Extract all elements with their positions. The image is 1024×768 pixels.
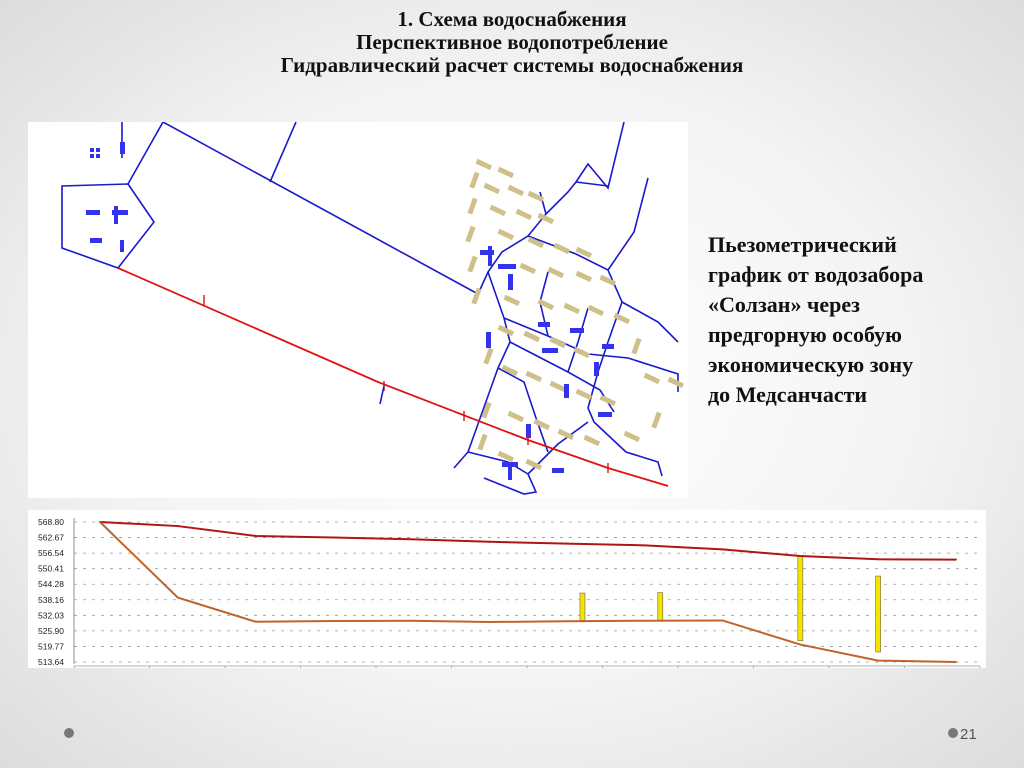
y-tick-label: 568.80 — [38, 517, 64, 527]
piezometric-chart — [28, 510, 986, 668]
water-pipe — [546, 122, 624, 214]
main-pipeline — [118, 268, 668, 486]
piezometric-point — [722, 549, 724, 551]
water-pipe — [163, 122, 478, 294]
y-tick-label: 544.28 — [38, 579, 64, 590]
pressure-bar — [658, 593, 663, 621]
description-line: экономическую зону — [708, 352, 914, 377]
slide-subtitle: Перспективное водопотребление — [356, 30, 668, 54]
water-pipe — [510, 342, 614, 412]
piezometric-description — [708, 230, 1000, 410]
ground-point — [877, 660, 879, 662]
y-tick-label: 532.03 — [38, 610, 64, 621]
piezometric-point — [644, 544, 646, 546]
left-bullet-dot — [64, 728, 74, 738]
ground-point — [644, 620, 646, 622]
right-bullet-dot — [948, 728, 958, 738]
piezometric-point — [955, 559, 957, 561]
page-number: 21 — [960, 726, 977, 743]
ground-point — [177, 597, 179, 599]
y-tick-label: 519.77 — [38, 641, 64, 652]
water-pipe — [594, 422, 662, 476]
piezometric-point — [333, 537, 335, 539]
piezometric-point — [799, 555, 801, 557]
ground-point — [333, 620, 335, 622]
piezometric-point — [410, 538, 412, 540]
y-tick-label: 525.90 — [38, 625, 64, 636]
water-pipe — [380, 386, 384, 404]
y-tick-label: 513.64 — [38, 657, 64, 667]
y-tick-label: 538.16 — [38, 594, 64, 605]
ground-point — [255, 621, 257, 623]
pressure-bar — [580, 593, 585, 622]
existing-buildings — [86, 142, 614, 480]
y-tick-label: 556.54 — [38, 548, 64, 559]
description-line: «Солзан» через — [708, 292, 860, 317]
slide-title-block — [0, 8, 1024, 77]
ground-point — [410, 620, 412, 622]
slide-subtitle-2: Гидравлический расчет системы водоснабжения — [280, 53, 744, 77]
ground-point — [488, 621, 490, 623]
y-tick-label: 562.67 — [38, 532, 64, 543]
water-pipe — [608, 178, 648, 270]
piezometric-point — [877, 558, 879, 560]
ground-point — [566, 620, 568, 622]
water-pipe — [622, 302, 678, 342]
water-pipe — [270, 122, 296, 182]
description-line: до Медсанчасти — [708, 382, 868, 407]
piezometric-point — [177, 525, 179, 527]
pressure-bar — [798, 556, 803, 641]
water-pipe — [128, 122, 163, 184]
description-line: предгорную особую — [708, 322, 902, 347]
piezometric-point — [488, 541, 490, 543]
water-pipe — [568, 308, 588, 372]
description-line: Пьезометрический — [708, 232, 897, 257]
water-pipe — [62, 184, 154, 268]
ground-point — [99, 521, 101, 523]
ground-point — [722, 620, 724, 622]
ground-point — [955, 661, 957, 663]
y-tick-label: 550.41 — [38, 563, 64, 574]
piezometric-line — [100, 522, 956, 560]
ground-point — [799, 644, 801, 646]
piezometric-point — [566, 543, 568, 545]
planned-buildings — [465, 159, 684, 470]
water-pipe — [468, 452, 536, 494]
water-network-map — [28, 122, 688, 498]
description-line: график от водозабора — [708, 262, 924, 287]
piezometric-point — [255, 535, 257, 537]
slide-title: 1. Схема водоснабжения — [397, 7, 627, 31]
pressure-bar — [876, 576, 881, 652]
